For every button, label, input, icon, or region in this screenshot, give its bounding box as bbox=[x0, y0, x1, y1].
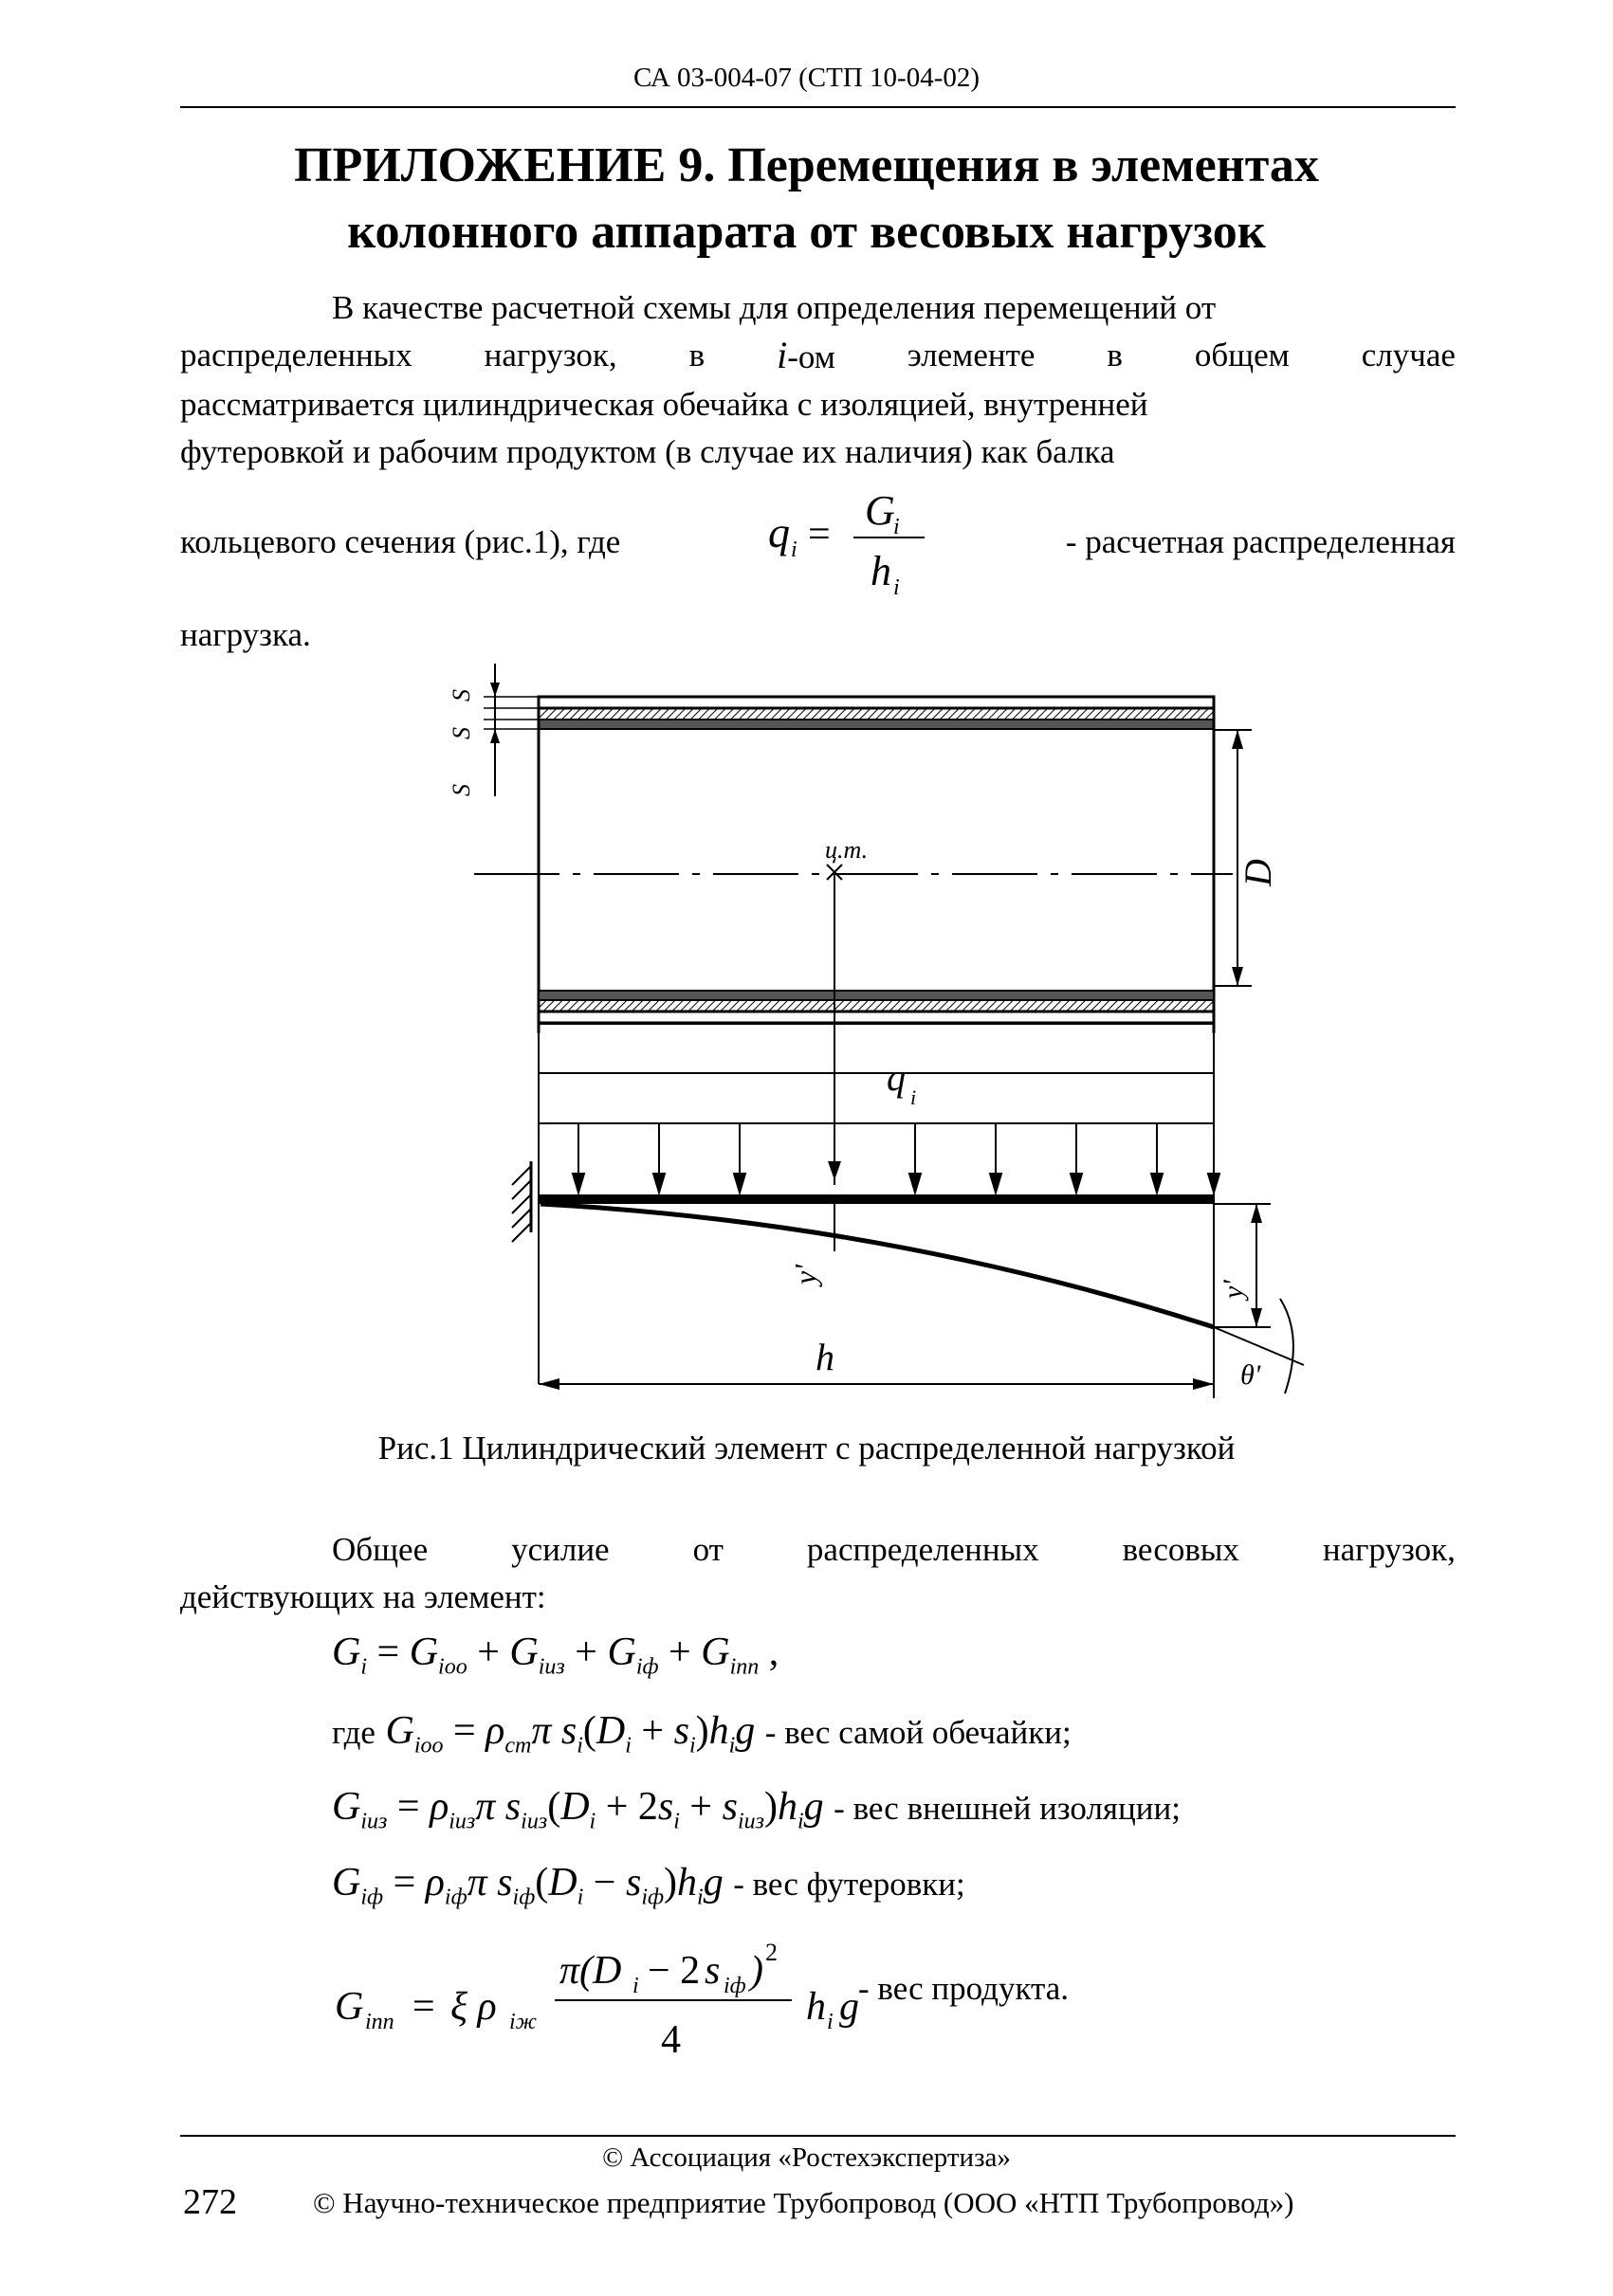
svg-text:2: 2 bbox=[765, 1939, 778, 1966]
footer-association: © Ассоциация «Ростехэкспертиза» bbox=[602, 2142, 1011, 2173]
formula-q-def bbox=[759, 479, 939, 611]
desc-lining: - вес футеровки; bbox=[733, 1866, 965, 1903]
bottom-insulation-layer bbox=[539, 1011, 1214, 1023]
s-i-label: S bbox=[448, 727, 475, 739]
top-insulation-layer bbox=[539, 697, 1214, 708]
svg-text:inn: inn bbox=[365, 2010, 394, 2034]
svg-text:iж: iж bbox=[509, 2010, 537, 2034]
top-shell-layer bbox=[539, 708, 1214, 720]
intro-paragraph bbox=[180, 284, 1456, 476]
page-number: 272 bbox=[183, 2182, 237, 2222]
intro-word: в bbox=[1107, 337, 1123, 374]
deflection-curve bbox=[541, 1204, 1214, 1327]
section2-line-2: действующих на элемент: bbox=[180, 1578, 546, 1615]
s2-word: распределенных bbox=[806, 1531, 1039, 1568]
intro-word: распределенных bbox=[180, 337, 412, 374]
formula-shell-weight: где $G_{ioo} = \rho_{cm}\pi$ $s_i(D_i + s_i)h_ig$ - вес самой обечайки; bbox=[332, 1709, 1072, 1758]
svg-text:G: G bbox=[865, 487, 895, 534]
svg-text:i: i bbox=[910, 1085, 917, 1109]
svg-text:i: i bbox=[827, 2010, 834, 2034]
footer-rule bbox=[180, 2135, 1456, 2137]
intro-word: нагрузок, bbox=[484, 337, 617, 374]
diameter-label: D bbox=[1237, 859, 1279, 886]
svg-text:h: h bbox=[871, 548, 891, 594]
intro-text-1: В качестве расчетной схемы для определения перемещений от bbox=[332, 289, 1217, 326]
intro-word: в bbox=[688, 337, 706, 374]
intro-line-5a: кольцевого сечения (рис.1), где bbox=[180, 523, 621, 560]
where-label: где bbox=[332, 1714, 376, 1751]
svg-text:=: = bbox=[412, 1985, 435, 2029]
s-ish-label: S bbox=[448, 689, 475, 702]
s2-word: весовых bbox=[1122, 1531, 1239, 1568]
svg-text:− 2: − 2 bbox=[648, 1949, 701, 1993]
s2-word: Общее bbox=[332, 1531, 429, 1568]
title-line-2: колонного аппарата от весовых нагрузок bbox=[347, 205, 1266, 259]
svg-text:h: h bbox=[806, 1985, 826, 2029]
intro-word: -ом bbox=[787, 338, 835, 375]
desc-insulation: - вес внешней изоляции; bbox=[834, 1790, 1181, 1827]
svg-text:q: q bbox=[768, 508, 790, 556]
formula-total-weight: $G_i = G_{ioo} + G_{iиз} + G_{iф} + G_{inn}$ , bbox=[332, 1631, 779, 1680]
end-deflection-label: y' bbox=[1218, 1280, 1249, 1299]
rotation-label: θ' bbox=[1240, 1359, 1261, 1391]
intro-word: элементе bbox=[907, 337, 1036, 374]
s2-word: нагрузок, bbox=[1322, 1531, 1456, 1568]
s2-word: от bbox=[692, 1531, 724, 1568]
svg-text:i: i bbox=[791, 538, 797, 562]
s-iphi-label: S bbox=[448, 784, 475, 796]
svg-text:i: i bbox=[893, 575, 900, 600]
title-line-1: ПРИЛОЖЕНИЕ 9. Перемещения в элементах bbox=[294, 138, 1319, 192]
footer-enterprise: © Научно-техническое предприятие Трубопровод (ООО «НТП Трубопровод») bbox=[313, 2186, 1294, 2219]
intro-word: случае bbox=[1361, 337, 1456, 374]
svg-text:i: i bbox=[632, 1974, 639, 1998]
deflection-label: y' bbox=[788, 1264, 822, 1285]
section2-line-1 bbox=[180, 1526, 1456, 1574]
top-lining-layer bbox=[539, 720, 1214, 729]
svg-text:): ) bbox=[750, 1949, 763, 1993]
svg-text:s: s bbox=[705, 1949, 721, 1993]
formula-lining-weight: $G_{iф} = \rho_{iф}\pi$ $s_{iф}(D_i - s_{iф})h_ig$ - вес футеровки; bbox=[332, 1861, 965, 1910]
intro-i-om: i-ом bbox=[777, 334, 835, 376]
document-code: СА 03-004-07 (СТП 10-04-02) bbox=[632, 63, 981, 93]
header-rule bbox=[180, 106, 1456, 108]
svg-text:ξ ρ: ξ ρ bbox=[450, 1985, 497, 2029]
beam bbox=[539, 1194, 1214, 1204]
figure-cylinder-element bbox=[417, 654, 1347, 1431]
svg-text:=: = bbox=[808, 513, 831, 556]
svg-text:G: G bbox=[335, 1985, 364, 2029]
intro-line-5b: - расчетная распределенная bbox=[1065, 523, 1456, 560]
desc-shell: - вес самой обечайки; bbox=[764, 1714, 1072, 1751]
svg-text:i: i bbox=[893, 515, 900, 539]
bottom-shell-layer bbox=[539, 1000, 1214, 1011]
intro-line-1 bbox=[180, 284, 1456, 332]
svg-text:π(D: π(D bbox=[559, 1949, 622, 1993]
svg-text:iф: iф bbox=[724, 1974, 746, 1998]
s2-word: усилие bbox=[511, 1531, 610, 1568]
formula-insulation-weight: $G_{iиз} = \rho_{iиз}\pi$ $s_{iиз}(D_i + 2s_i + s_{iиз})h_ig$ - вес внешней изоляции; bbox=[332, 1785, 1181, 1834]
bottom-lining-layer bbox=[539, 991, 1214, 1000]
intro-line-6: нагрузка. bbox=[180, 616, 311, 653]
intro-line-2 bbox=[180, 332, 1456, 381]
page-title bbox=[0, 133, 1613, 265]
intro-line-4: футеровкой и рабочим продуктом (в случае их наличия) как балка bbox=[180, 433, 1115, 470]
load-label: q bbox=[887, 1056, 906, 1099]
center-mark-label: ц.т. bbox=[825, 836, 869, 864]
svg-text:4: 4 bbox=[661, 2018, 681, 2062]
distributed-load-arrows bbox=[573, 1123, 1219, 1193]
svg-text:g: g bbox=[839, 1985, 859, 2029]
figure-caption: Рис.1 Цилиндрический элемент с распределенной нагрузкой bbox=[377, 1430, 1236, 1467]
intro-word: общем bbox=[1194, 337, 1290, 374]
intro-line-3: рассматривается цилиндрическая обечайка с изоляцией, внутренней bbox=[180, 386, 1148, 423]
length-label: h bbox=[816, 1336, 834, 1378]
section2-paragraph bbox=[180, 1526, 1456, 1621]
desc-product: - вес продукта. bbox=[858, 1970, 1069, 2007]
